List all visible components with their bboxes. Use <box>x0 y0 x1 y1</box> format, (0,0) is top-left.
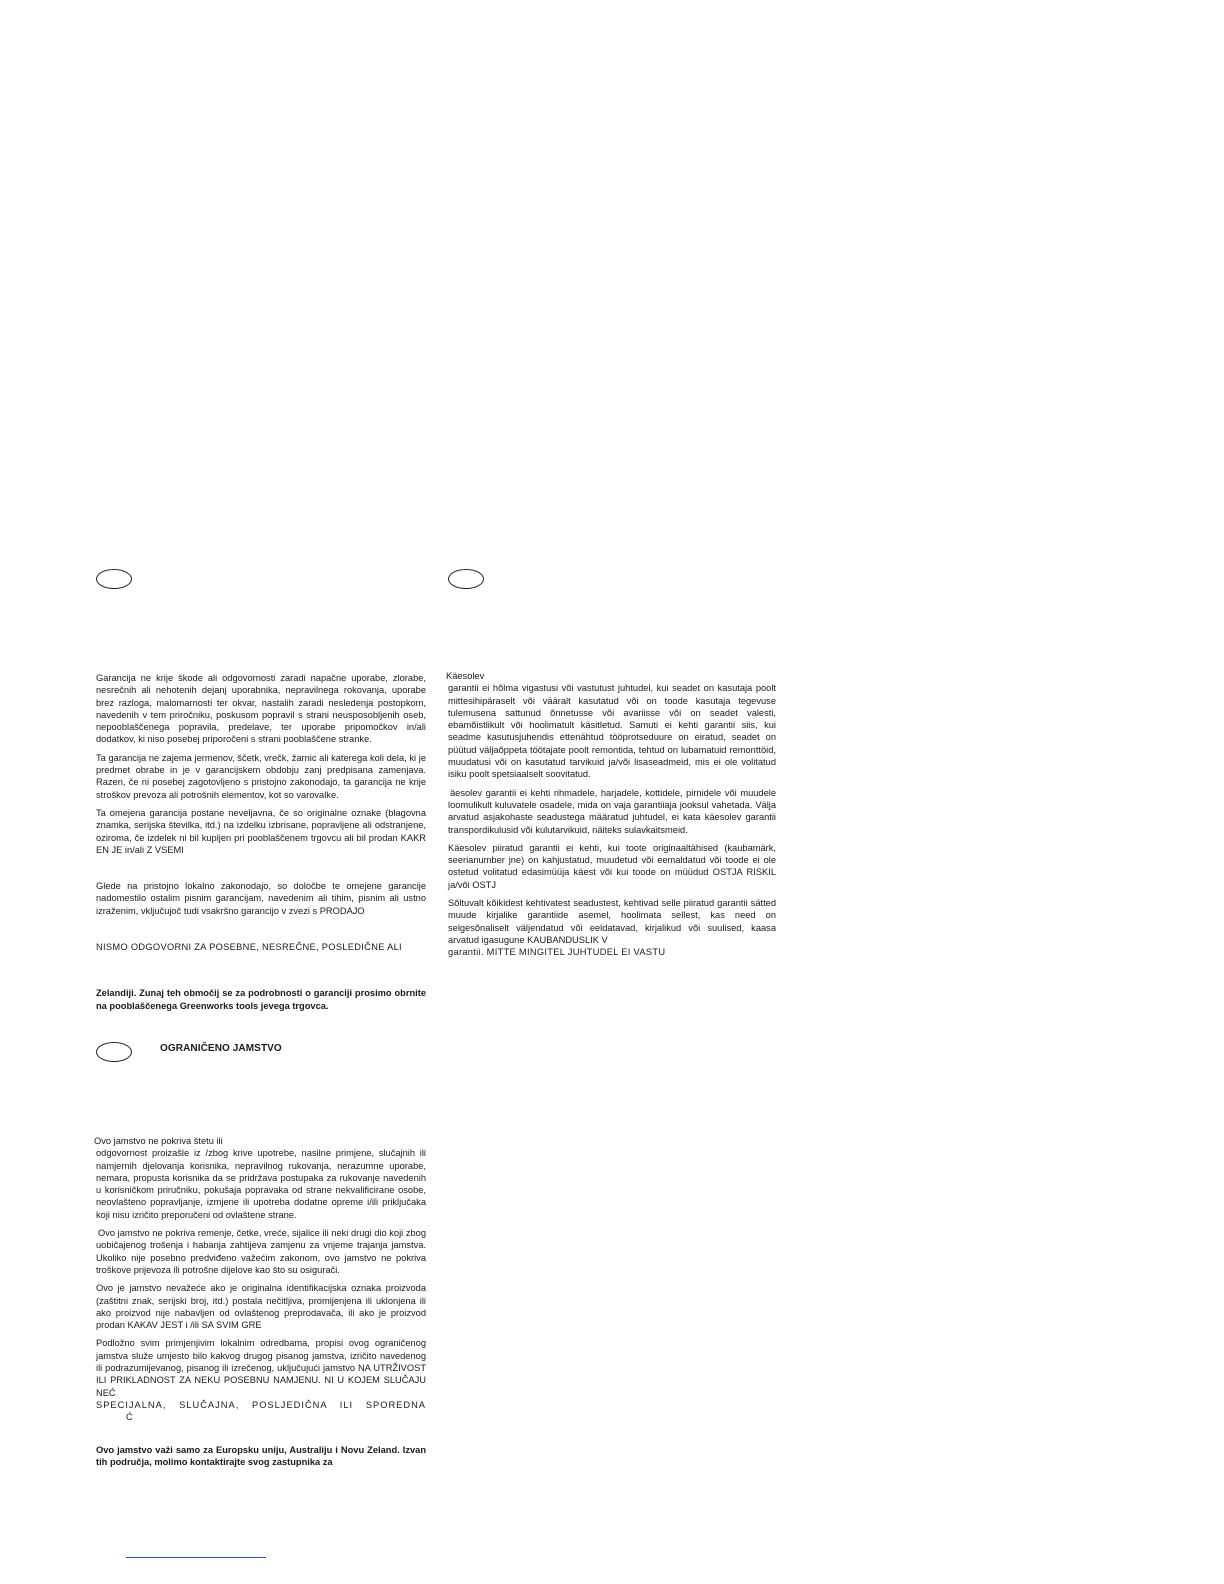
slovenian-paragraph-5: NISMO ODGOVORNI ZA POSEBNE, NESREČNE, POSLEDIČNE ALI <box>96 942 402 953</box>
language-badge-slovenian <box>96 569 132 589</box>
estonian-paragraph-1-lead: Käesolev <box>446 671 485 681</box>
slovenian-paragraph-1: Garancija ne krije škode ali odgovornosti zaradi napačne uporabe, zlorabe, nesrečnih ali nehotenih dejanj uporabnika, nepravilnega rokovanja, uporabe brez razloga, malomarnosti ter okvar, nastalih zaradi nesledenja postopkom, navedenih v tem priročniku, poskusom popravil s strani neusposobljenih oseb, nepooblaščenega popravila, predelave, ter uporabe pripomočkov in/ali dodatkov, ki niso posebej priporočeni s strani pooblaščene stranke. <box>96 673 426 745</box>
croatian-section-heading: OGRANIČENO JAMSTVO <box>160 1043 282 1054</box>
croatian-paragraph-1-lead: Ovo jamstvo ne pokriva štetu ili <box>94 1136 223 1146</box>
warranty-text-croatian <box>96 1135 426 1474</box>
croatian-paragraph-5-continued: Ć <box>126 1412 133 1423</box>
croatian-paragraph-2: Ovo jamstvo ne pokriva remenje, četke, vreće, sijalice ili neki drugi dio koji zbog uobičajenog trošenja i habanja zahtijeva zamjenu za vrijeme trajanja jamstva. Ukoliko nije posebno predviđeno važećim zakonom, ovo jamstvo ne pokriva troškove prijevoza ili potrošne dijelove kao što su osigurači. <box>96 1228 426 1275</box>
footer-link-underline[interactable] <box>126 1557 266 1558</box>
slovenian-paragraph-3: Ta omejena garancija postane neveljavna, če so originalne oznake (blagovna znamka, serijska številka, itd.) na izdelku izbrisane, popravljene ali odstranjene, oziroma, če izdelek ni bil kupljen pri pooblaščenem trgovcu ali bil prodan KAKR EN JE in/ali Z VSEMI <box>96 807 426 855</box>
croatian-paragraph-1: odgovornost proizašle iz /zbog krive upotrebe, nasilne primjene, slučajnih ili namjernih djelovanja korisnika, nepravilnog rukovanja, nerazumne uporabe, nemara, propusta korisnika da se pridržava postupaka za rukovanje navedenih u korisničkom priručniku, pokušaja popravaka od strane nekvalificirane osobe, neovlašteno popravljanje, izmjene ili upotreba dodatne opreme i/ili priključaka koji nisu izričito preporučeni od ovlaštene strane. <box>96 1148 426 1220</box>
slovenian-paragraph-2: Ta garancija ne zajema jermenov, ščetk, vrečk, žarnic ali katerega koli dela, ki je predmet obrabe in je v garancijskem obdobju zanj predpisana zamenjava. Razen, če ni posebej zagotovljeno s pristojno zakonodajo, ta garancija ne krije stroškov prevoza ali potrošnih elementov, kot so varovalke. <box>96 752 426 800</box>
warranty-text-estonian <box>448 670 776 965</box>
estonian-paragraph-3: Käesolev piiratud garantii ei kehti, kui toote originaaltähised (kaubamärk, seerianumber jne) on kahjustatud, muudetud või eemaldatud või toode ei ole ostetud volitatud edasimüüja käest või kui toode on müüdud OSTJA RISKIL ja/või OSTJ <box>448 842 776 890</box>
croatian-paragraph-6: Ovo jamstvo važi samo za Europsku uniju, Australiju i Novu Zeland. Izvan tih područja, molimo kontaktirajte svog zastupnika za <box>96 1444 426 1467</box>
language-badge-estonian <box>448 569 484 589</box>
estonian-paragraph-2: äesolev garantii ei kehti rihmadele, harjadele, kottidele, pirnidele või muudele loomulikult kuluvatele osadele, mida on vaja garantiiaja jooksul vahetada. Välja arvatud asjakohaste seadustega määratud juhtudel, ei kata käesolev garantii transpordikulusid või kulutarvikuid, näiteks sulavkaitsmeid. <box>448 787 776 835</box>
language-badge-croatian <box>96 1042 132 1062</box>
croatian-paragraph-4: Podložno svim primjenjivim lokalnim odredbama, propisi ovog ograničenog jamstva služe umjesto bilo kakvog drugog pisanog jamstva, izričito navedenog ili podrazumijevanog, pisanog ili izrečenog, uključujući jamstvo NA UTRŽIVOST ILI PRIKLADNOST ZA NEKU POSEBNU NAMJENU. NI U KOJEM SLUČAJU NEĆ <box>96 1338 426 1398</box>
croatian-paragraph-5: SPECIJALNA, SLUČAJNA, POSLJEDIČNA ILI SPOREDNA <box>96 1399 426 1410</box>
estonian-paragraph-5: garantii. MITTE MINGITEL JUHTUDEL EI VASTU <box>448 947 666 958</box>
warranty-text-slovenian <box>96 672 426 1018</box>
estonian-paragraph-4: Sõltuvalt kõikidest kehtivatest seadustest, kehtivad selle piiratud garantii sätted muude kirjalike garantiide asemel, hoolimata sellest, kas need on selgesõnaliselt väljendatud või eeldatavad, kirjalikud või suulised, kaasa arvatud igasugune KAUBANDUSLIK V <box>448 898 776 945</box>
croatian-paragraph-3: Ovo je jamstvo nevažeće ako je originalna identifikacijska oznaka proizvoda (zaštitni znak, serijski broj, itd.) postala nečitljiva, promijenjena ili uklonjena ili ako proizvod nije nabavljen od ovlaštenog preprodavača, ili ako je proizvod prodan KAKAV JEST i /ili SA SVIM GRE <box>96 1283 426 1331</box>
slovenian-paragraph-4: Glede na pristojno lokalno zakonodajo, so določbe te omejene garancije nadomestilo ostalim pisnim garancijam, navedenim ali tihim, pisnim ali ustno izraženim, vključujoč tudi vsakršno garancijo v zvezi s PRODAJO <box>96 881 426 916</box>
estonian-paragraph-1: garantii ei hõlma vigastusi või vastutust juhtudel, kui seadet on kasutaja poolt mittesihipäraselt või vääralt kasutatud või on toode kasutaja tegevuse tulemusena sattunud õnnetusse või avariisse või on seadet valesti, ebamõistlikult või hoolimatult käsitletud. Samuti ei kehti garantii siis, kui seadme kasutusjuhendis ettenähtud tööprotseduure on eiratud, seadet on püütud väljaõppeta töötajate poolt remontida, tehtud on lubamatuid remonttöid, muudatusi või on kasutatud tarvikuid ja/või lisaseadmeid, mis ei ole volitatud isiku poolt spetsiaalselt soovitatud. <box>448 683 776 780</box>
slovenian-paragraph-6: Zelandiji. Zunaj teh območij se za podrobnosti o garanciji prosimo obrnite na pooblaščenega Greenworks tools jevega trgovca. <box>96 988 426 1011</box>
